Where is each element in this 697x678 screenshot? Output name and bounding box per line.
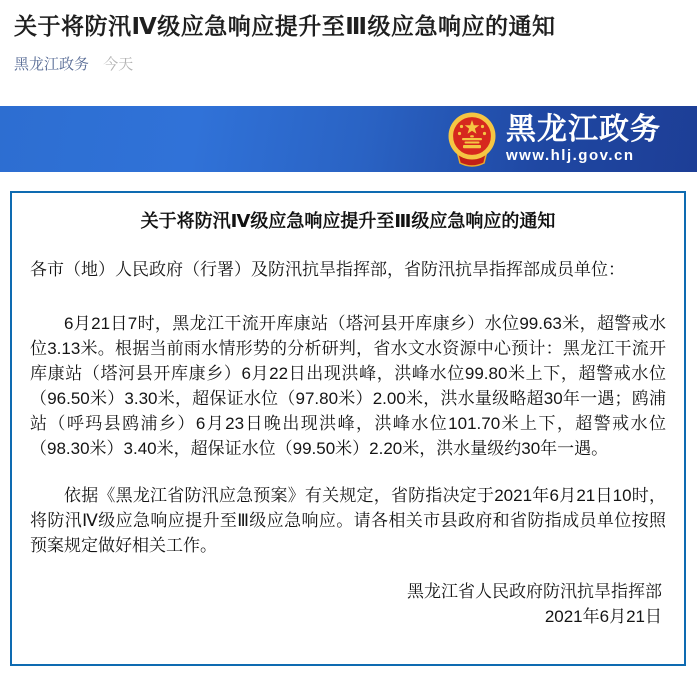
notice-box	[10, 191, 686, 666]
account-name-link[interactable]: 黑龙江政务	[14, 56, 90, 74]
signature-date: 2021年6月21日	[544, 607, 662, 627]
banner-text	[506, 114, 661, 164]
china-national-emblem-icon	[447, 111, 497, 169]
article-meta	[0, 42, 697, 74]
notice-title: 关于将防汛Ⅳ级应急响应提升至Ⅲ级应急响应的通知	[140, 211, 556, 232]
notice-salutation: 各市（地）人民政府（行署）及防汛抗旱指挥部，省防汛抗旱指挥部成员单位：	[30, 260, 625, 280]
notice-paragraph-2: 依据《黑龙江省防汛应急预案》有关规定，省防指决定于2021年6月21日10时，将防汛Ⅳ级应急响应提升至Ⅲ级应急响应。请各相关市县政府和省防指成员单位按照预案规定做好相关工作。	[30, 486, 666, 556]
gov-banner	[0, 106, 697, 172]
publish-date: 今天	[103, 56, 134, 74]
signature-org: 黑龙江省人民政府防汛抗旱指挥部	[407, 582, 662, 602]
banner-org-name: 黑龙江政务	[506, 113, 661, 147]
article-title: 关于将防汛Ⅳ级应急响应提升至Ⅲ级应急响应的通知	[14, 13, 556, 39]
notice-paragraph-1: 6月21日7时，黑龙江干流开库康站（塔河县开库康乡）水位99.63米，超警戒水位3.13米。根据当前雨水情形势的分析研判，省水文水资源中心预计：黑龙江干流开库康站（塔河县开库康乡）6月22日出现洪峰，洪峰水位99.80米上下，超警戒水位（96.50米）3.30米，超保证水位（97.80米）2.00米，洪水量级略超30年一遇；鸥浦站（呼玛县鸥浦乡）6月23日晚出现洪峰，洪峰水位101.70米上下，超警戒水位（98.30米）3.40米，超保证水位（99.50米）2.20米，洪水量级约30年一遇。	[30, 314, 666, 459]
notice-body	[30, 257, 666, 558]
notice-signature	[30, 579, 666, 629]
banner-url: www.hlj.gov.cn	[506, 147, 635, 165]
